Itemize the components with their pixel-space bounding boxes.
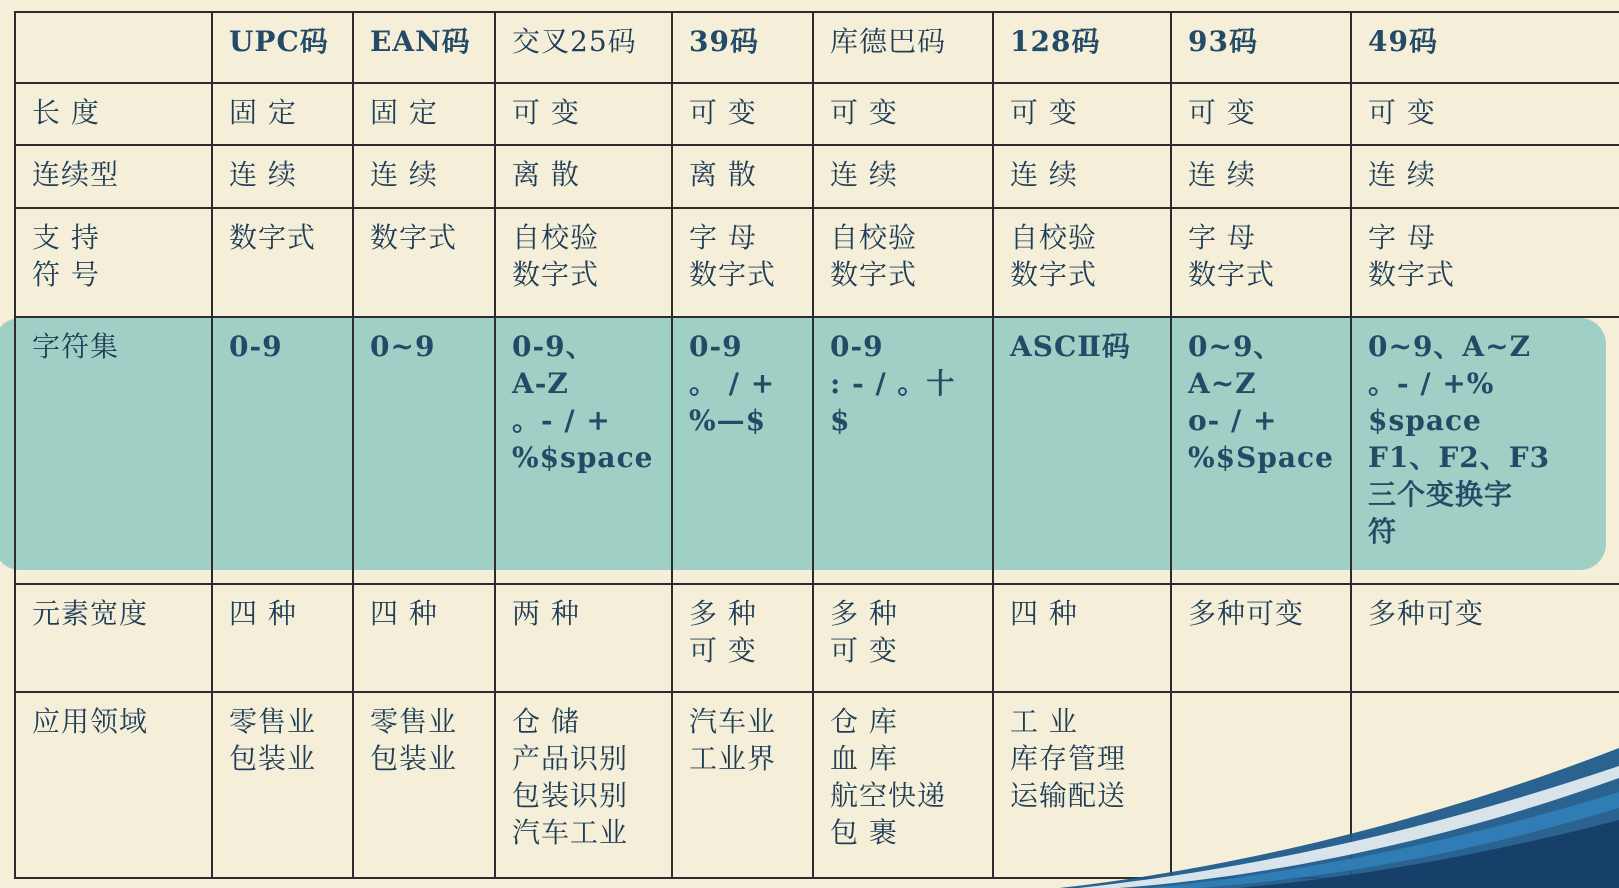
table-cell: 自校验 数字式 [993,208,1171,317]
table-cell: 连 续 [1351,145,1619,208]
header-interleaved-25: 交叉25码 [495,12,672,83]
table-cell: 四 种 [993,584,1171,692]
table-cell: 0-9 [212,317,353,584]
table-cell: 固 定 [353,83,495,145]
header-upc: UPC码 [212,12,353,83]
table-cell: 0-9 。 / + %—$ [672,317,813,584]
table-cell: 多种可变 [1171,584,1351,692]
table-row-charset [15,317,1619,584]
table-row [15,208,1619,317]
table-cell: 连 续 [1171,145,1351,208]
table-cell: 多 种 可 变 [672,584,813,692]
row-label-element-width: 元素宽度 [15,584,212,692]
table-cell: 可 变 [672,83,813,145]
header-row [15,12,1619,83]
table-cell: 四 种 [212,584,353,692]
table-cell: 零售业 包装业 [353,692,495,878]
table-cell: 自校验 数字式 [495,208,672,317]
header-code-93: 93码 [1171,12,1351,83]
table-cell: 可 变 [813,83,993,145]
table-cell: 字 母 数字式 [1351,208,1619,317]
header-code-128: 128码 [993,12,1171,83]
table-row [15,83,1619,145]
row-label-continuity: 连续型 [15,145,212,208]
table-row [15,145,1619,208]
header-code-49: 49码 [1351,12,1619,83]
table-cell: 0~9、 A~Z o- / + %$Space [1171,317,1351,584]
table-cell: 两 种 [495,584,672,692]
table-cell: 0~9、A~Z 。- / +% $space F1、F2、F3 三个变换字 符 [1351,317,1619,584]
table-cell: 字 母 数字式 [672,208,813,317]
table-cell: 多种可变 [1351,584,1619,692]
table-cell: 零售业 包装业 [212,692,353,878]
table-cell: 可 变 [1351,83,1619,145]
table-cell: 多 种 可 变 [813,584,993,692]
corner-cell [15,12,212,83]
table-cell: 仓 储 产品识别 包装识别 汽车工业 [495,692,672,878]
table-cell: 数字式 [212,208,353,317]
table-cell: 四 种 [353,584,495,692]
table-row [15,584,1619,692]
row-label-supported-symbols: 支 持 符 号 [15,208,212,317]
table-cell: 仓 库 血 库 航空快递 包 裹 [813,692,993,878]
table-cell: 字 母 数字式 [1171,208,1351,317]
table-cell: 汽车业 工业界 [672,692,813,878]
table-cell: 自校验 数字式 [813,208,993,317]
table-cell: 可 变 [993,83,1171,145]
table-cell: ASCⅡ码 [993,317,1171,584]
header-code-39: 39码 [672,12,813,83]
table-cell: 连 续 [212,145,353,208]
table-cell: 连 续 [353,145,495,208]
table-cell: 可 变 [1171,83,1351,145]
table-cell: 数字式 [353,208,495,317]
table-cell: 离 散 [495,145,672,208]
table-cell: 离 散 [672,145,813,208]
corner-swoosh-decoration [1059,748,1619,888]
row-label-charset: 字符集 [15,317,212,584]
table-cell: 0~9 [353,317,495,584]
table-cell: 工 业 库存管理 运输配送 [993,692,1171,878]
table-cell: 连 续 [813,145,993,208]
table-cell: 可 变 [495,83,672,145]
table-cell: 0-9 : - / 。十 $ [813,317,993,584]
table-cell: 连 续 [993,145,1171,208]
row-label-length: 长 度 [15,83,212,145]
table-cell: 0-9、 A-Z 。- / + %$space [495,317,672,584]
row-label-application: 应用领域 [15,692,212,878]
table-cell: 固 定 [212,83,353,145]
header-ean: EAN码 [353,12,495,83]
header-codabar: 库德巴码 [813,12,993,83]
